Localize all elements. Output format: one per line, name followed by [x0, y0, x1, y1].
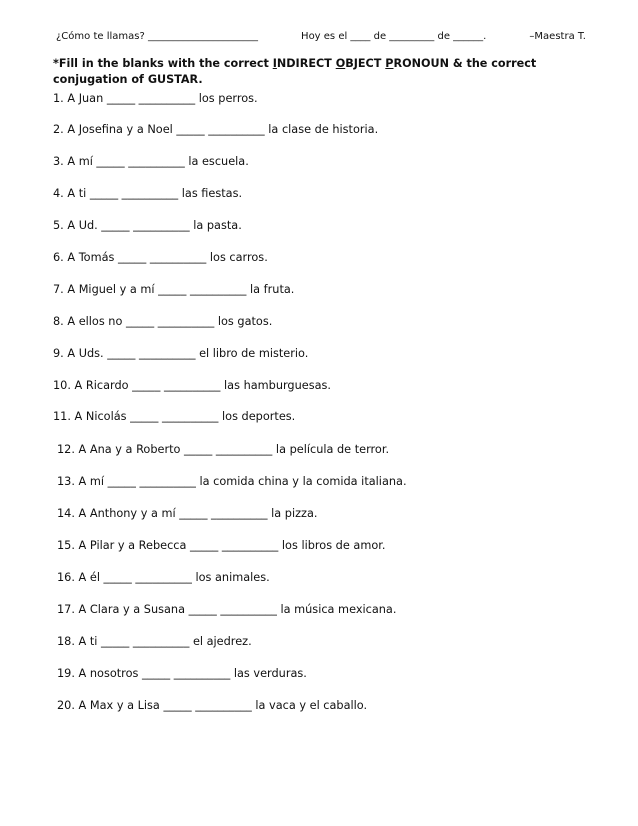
- worksheet-header: [56, 31, 586, 42]
- exercise-item-1: 1. A Juan _____ __________ los perros.: [53, 92, 258, 105]
- exercise-item-8: 8. A ellos no _____ __________ los gatos.: [53, 315, 273, 328]
- teacher-signature: –Maestra T.: [529, 31, 586, 42]
- exercise-item-10: 10. A Ricardo _____ __________ las hamburguesas.: [53, 379, 331, 392]
- exercise-item-6: 6. A Tomás _____ __________ los carros.: [53, 251, 268, 264]
- exercise-item-4: 4. A ti _____ __________ las fiestas.: [53, 187, 243, 200]
- exercise-item-13: 13. A mí _____ __________ la comida china y la comida italiana.: [57, 475, 407, 488]
- exercise-item-16: 16. A él _____ __________ los animales.: [57, 571, 270, 584]
- exercise-item-18: 18. A ti _____ __________ el ajedrez.: [57, 635, 252, 648]
- exercise-item-11: 11. A Nicolás _____ __________ los deportes.: [53, 410, 296, 423]
- exercise-item-17: 17. A Clara y a Susana _____ __________ la música mexicana.: [57, 603, 397, 616]
- exercise-item-14: 14. A Anthony y a mí _____ __________ la pizza.: [57, 507, 318, 520]
- exercise-item-3: 3. A mí _____ __________ la escuela.: [53, 155, 249, 168]
- exercise-item-7: 7. A Miguel y a mí _____ __________ la fruta.: [53, 283, 295, 296]
- instructions: *Fill in the blanks with the correct INDIRECT OBJECT PRONOUN & the correct conjugation of GUSTAR.: [53, 57, 537, 86]
- date-prompt: Hoy es el ____ de _________ de ______.: [301, 31, 487, 42]
- exercise-item-19: 19. A nosotros _____ __________ las verduras.: [57, 667, 307, 680]
- exercise-item-12: 12. A Ana y a Roberto _____ __________ la película de terror.: [57, 443, 390, 456]
- exercise-item-15: 15. A Pilar y a Rebecca _____ __________ los libros de amor.: [57, 539, 386, 552]
- name-prompt: ¿Cómo te llamas? ______________________: [56, 31, 258, 42]
- exercise-item-2: 2. A Josefina y a Noel _____ __________ la clase de historia.: [53, 123, 379, 136]
- exercise-item-5: 5. A Ud. _____ __________ la pasta.: [53, 219, 242, 232]
- exercise-item-20: 20. A Max y a Lisa _____ __________ la vaca y el caballo.: [57, 699, 368, 712]
- exercise-item-9: 9. A Uds. _____ __________ el libro de misterio.: [53, 347, 309, 360]
